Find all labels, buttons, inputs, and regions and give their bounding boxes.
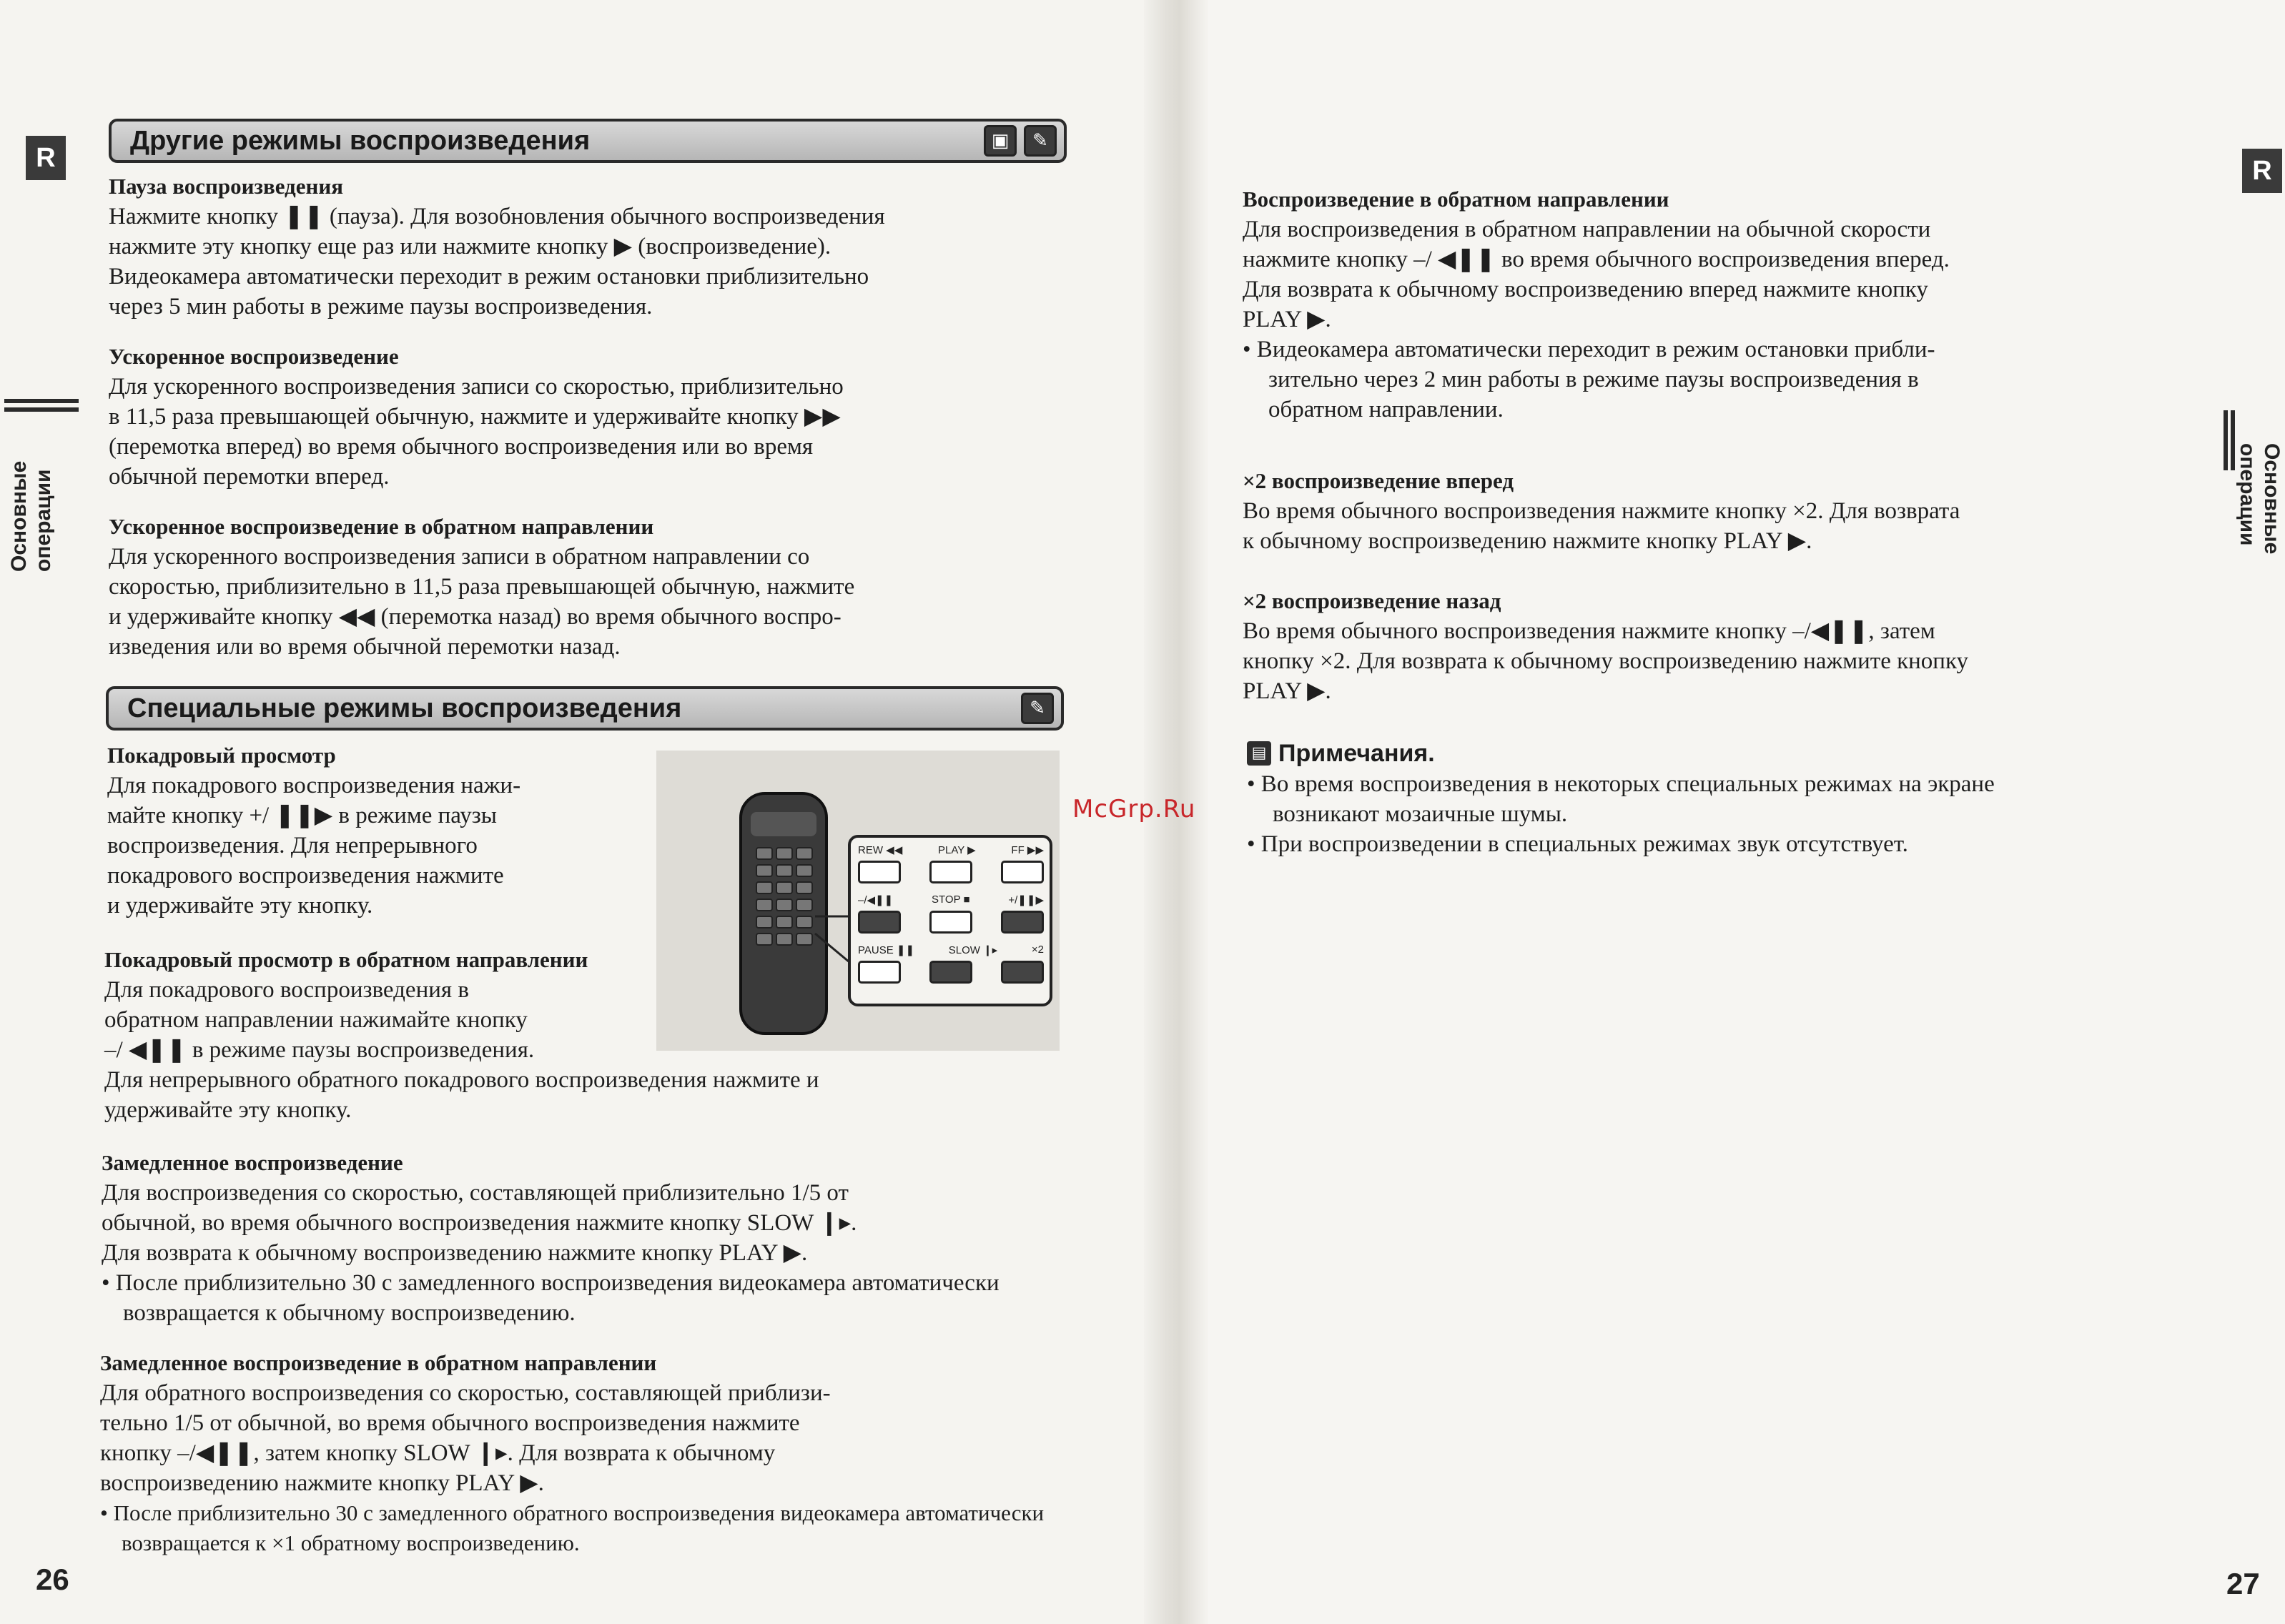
- body-line: Для возврата к обычному воспроизведению вперед нажмите кнопку: [1243, 277, 1928, 302]
- side-label-left: [7, 461, 56, 572]
- section-pause: [109, 172, 1067, 322]
- body-line: через 5 мин работы в режиме паузы воспроизведения.: [109, 294, 653, 320]
- body-line: Для возврата к обычному воспроизведению нажмите кнопку PLAY ▶.: [102, 1240, 808, 1266]
- remote-rew-label: REW ◀◀: [858, 844, 903, 856]
- section-title: Покадровый просмотр в обратном направлении: [104, 947, 588, 972]
- body-line: изведения или во время обычной перемотки назад.: [109, 634, 621, 660]
- bullet-item: обратном направлении.: [1268, 397, 1504, 422]
- side-label-line: операции: [31, 469, 55, 572]
- section-fast-forward: [109, 342, 1067, 492]
- body-line: (перемотка вперед) во время обычного воспроизведения или во время: [109, 434, 814, 460]
- section-title: Воспроизведение в обратном направлении: [1243, 187, 1669, 212]
- section-header-special-modes: [106, 686, 1064, 731]
- notes-section: [1247, 738, 2191, 859]
- notes-title: Примечания.: [1278, 740, 1435, 767]
- section-tab-letter: R: [36, 142, 56, 173]
- body-line: PLAY ▶.: [1243, 307, 1331, 332]
- body-line: удерживайте эту кнопку.: [104, 1097, 352, 1123]
- section-tab-r: [26, 136, 66, 180]
- body-line: Для обратного воспроизведения со скоростью, составляющей приблизи-: [100, 1380, 831, 1406]
- body-line: Для непрерывного обратного покадрового воспроизведения нажмите и: [104, 1067, 819, 1093]
- remote-slow-label: SLOW ❙▸: [948, 944, 998, 956]
- side-bar-line: [4, 407, 79, 412]
- remote-frame-back-button: [858, 911, 901, 934]
- body-line: Во время обычного воспроизведения нажмите кнопку –/◀❚❚, затем: [1243, 618, 1935, 644]
- body-line: обычной перемотки вперед.: [109, 464, 390, 490]
- bullet-item: • После приблизительно 30 с замедленного обратного воспроизведения видеокамера автоматически возвращается к ×1 обратному воспроизведению.: [100, 1500, 1045, 1555]
- bullet-item: • Видеокамера автоматически переходит в режим остановки прибли-: [1243, 337, 1935, 362]
- section-title: Замедленное воспроизведение в обратном направлении: [100, 1350, 657, 1375]
- note-item: • Во время воспроизведения в некоторых специальных режимах на экране: [1247, 771, 1995, 797]
- section-tab-r: [2242, 149, 2282, 193]
- body-line: в 11,5 раза превышающей обычную, нажмите и удерживайте кнопку ▶▶: [109, 404, 841, 430]
- body-line: и удерживайте кнопку ◀◀ (перемотка назад) во время обычного воспро-: [109, 604, 842, 630]
- body-line: воспроизведению нажмите кнопку PLAY ▶.: [100, 1470, 544, 1496]
- section-tab-letter: R: [2252, 155, 2272, 186]
- remote-frame-back-label: –/◀❚❚: [858, 894, 894, 906]
- note-item: возникают мозаичные шумы.: [1273, 801, 1568, 827]
- section-frame-advance: [107, 741, 651, 921]
- body-line: нажмите кнопку –/ ◀❚❚ во время обычного воспроизведения вперед.: [1243, 247, 1950, 272]
- note-item: • При воспроизведении в специальных режимах звук отсутствует.: [1247, 831, 1908, 857]
- remote-ff-button: [1001, 861, 1044, 883]
- body-line: Для покадрового воспроизведения нажи-: [107, 773, 521, 798]
- side-label-line: Основные: [7, 460, 31, 572]
- body-line: и удерживайте эту кнопку.: [107, 893, 373, 919]
- body-line: обратном направлении нажимайте кнопку: [104, 1007, 528, 1033]
- body-line: –/ ◀❚❚ в режиме паузы воспроизведения.: [104, 1037, 535, 1063]
- side-label-line: Основные: [2260, 443, 2284, 555]
- section-reverse-play: [1243, 184, 2186, 425]
- body-line: кнопку –/◀❚❚, затем кнопку SLOW ❙▸. Для возврата к обычному: [100, 1440, 776, 1466]
- section-header-other-modes: [109, 119, 1067, 163]
- body-line: Нажмите кнопку ❚❚ (пауза). Для возобновления обычного воспроизведения: [109, 204, 885, 229]
- section-title: Ускоренное воспроизведение в обратном направлении: [109, 514, 654, 539]
- section-header-title: Специальные режимы воспроизведения: [127, 693, 682, 723]
- body-line: Для покадрового воспроизведения в: [104, 977, 469, 1003]
- remote-stop-label: STOP ■: [932, 893, 970, 906]
- section-x2-reverse: [1243, 586, 2186, 706]
- section-title: Замедленное воспроизведение: [102, 1150, 403, 1175]
- body-line: Видеокамера автоматически переходит в режим остановки приблизительно: [109, 264, 869, 289]
- remote-rew-button: [858, 861, 901, 883]
- side-bar-line: [2224, 410, 2228, 470]
- section-slow: [102, 1148, 1060, 1328]
- body-line: тельно 1/5 от обычной, во время обычного воспроизведения нажмите: [100, 1410, 800, 1436]
- body-line: майте кнопку +/ ❚❚▶ в режиме паузы: [107, 803, 497, 828]
- body-line: Для ускоренного воспроизведения записи со скоростью, приблизительно: [109, 374, 844, 400]
- section-title: Ускоренное воспроизведение: [109, 344, 399, 369]
- body-line: Для воспроизведения в обратном направлении на обычной скорости: [1243, 217, 1931, 242]
- body-line: Во время обычного воспроизведения нажмите кнопку ×2. Для возврата: [1243, 498, 1960, 524]
- remote-stop-button: [929, 911, 972, 934]
- section-title: Покадровый просмотр: [107, 743, 336, 768]
- section-title: ×2 воспроизведение вперед: [1243, 468, 1514, 493]
- camera-mode-icon: ▣: [984, 125, 1017, 157]
- section-slow-reverse: [100, 1348, 1058, 1558]
- section-title: ×2 воспроизведение назад: [1243, 588, 1501, 613]
- section-fast-reverse: [109, 512, 1067, 662]
- remote-frame-fwd-button: [1001, 911, 1044, 934]
- page-number-left: 26: [36, 1563, 69, 1596]
- remote-x2-label: ×2: [1031, 944, 1044, 956]
- side-label-line: операции: [2236, 443, 2259, 546]
- remote-play-label: PLAY ▶: [937, 844, 976, 856]
- body-line: к обычному воспроизведению нажмите кнопку PLAY ▶.: [1243, 528, 1812, 554]
- section-title: Пауза воспроизведения: [109, 174, 343, 199]
- body-line: обычной, во время обычного воспроизведения нажмите кнопку SLOW ❙▸.: [102, 1210, 857, 1236]
- body-line: нажмите эту кнопку еще раз или нажмите кнопку ▶ (воспроизведение).: [109, 234, 831, 259]
- side-label-right: [2235, 443, 2284, 554]
- body-line: PLAY ▶.: [1243, 678, 1331, 704]
- body-line: покадрового воспроизведения нажмите: [107, 863, 504, 888]
- body-line: кнопку ×2. Для возврата к обычному воспроизведению нажмите кнопку: [1243, 648, 1969, 674]
- remote-pause-label: PAUSE ❚❚: [858, 944, 915, 956]
- remote-ff-label: FF ▶▶: [1011, 844, 1044, 856]
- body-line: Для ускоренного воспроизведения записи в обратном направлении со: [109, 544, 810, 570]
- bullet-item: • После приблизительно 30 с замедленного воспроизведения видеокамера автоматически возвращается к обычному воспроизведению.: [102, 1270, 1000, 1326]
- body-line: скоростью, приблизительно в 11,5 раза превышающей обычную, нажмите: [109, 574, 855, 600]
- section-header-title: Другие режимы воспроизведения: [130, 126, 591, 156]
- section-frame-reverse: [104, 945, 1062, 1125]
- remote-control-icon: ✎: [1021, 693, 1054, 724]
- watermark-text: McGrp.Ru: [1072, 795, 1196, 823]
- page-number-right: 27: [2226, 1567, 2260, 1600]
- remote-control-icon: ✎: [1024, 125, 1057, 157]
- side-bar-line: [4, 399, 79, 403]
- body-line: воспроизведения. Для непрерывного: [107, 833, 478, 858]
- note-icon: ▤: [1247, 741, 1271, 766]
- remote-play-button: [929, 861, 972, 883]
- body-line: Для воспроизведения со скоростью, составляющей приблизительно 1/5 от: [102, 1180, 849, 1206]
- notes-heading: [1247, 738, 2191, 769]
- remote-frame-fwd-label: +/❚❚▶: [1008, 894, 1044, 906]
- bullet-item: зительно через 2 мин работы в режиме паузы воспроизведения в: [1268, 367, 1919, 392]
- section-x2-forward: [1243, 466, 2186, 556]
